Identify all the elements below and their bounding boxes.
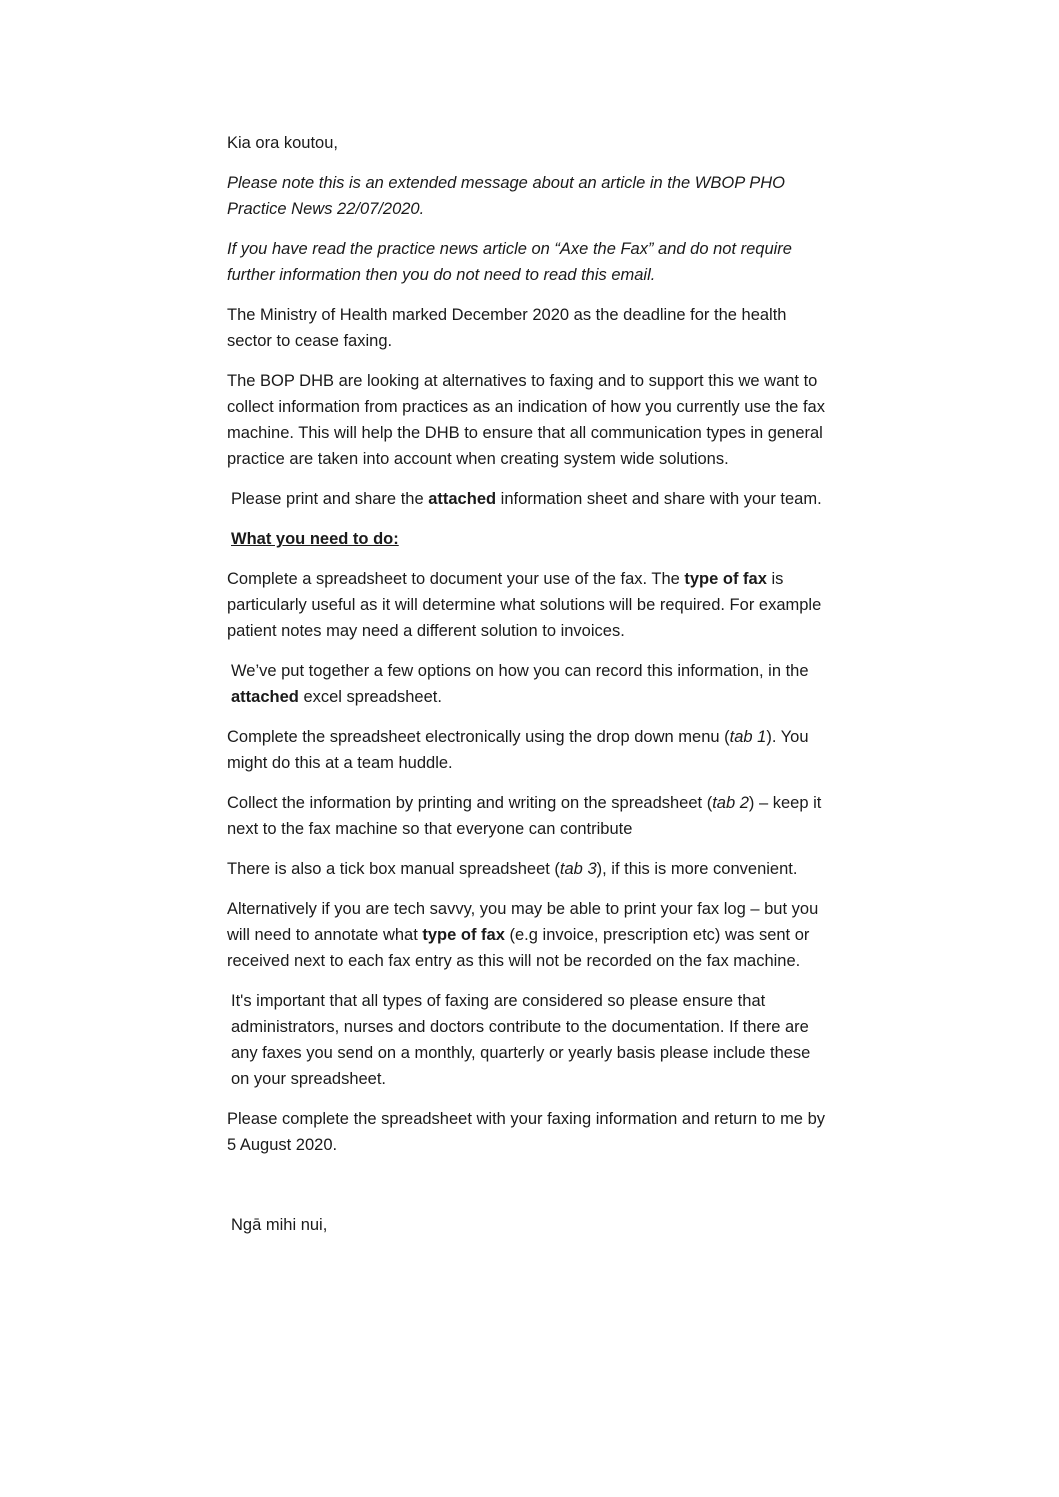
paragraph-return-deadline: Please complete the spreadsheet with your faxing information and return to me by 5 August 2020. bbox=[227, 1110, 825, 1154]
paragraph-alternatively bbox=[227, 896, 827, 974]
section-heading: What you need to do: bbox=[231, 530, 399, 548]
text-segment: ). You might do this at a team huddle. bbox=[227, 728, 809, 772]
text-segment: Alternatively if you are tech savvy, you may be able to print your fax log – but you will need to annotate what bbox=[227, 900, 819, 944]
emphasis-type-of-fax: type of fax bbox=[422, 926, 505, 944]
text-segment: ), if this is more convenient. bbox=[596, 860, 798, 878]
paragraph-tab3 bbox=[227, 856, 827, 882]
emphasis-attached: attached bbox=[428, 490, 497, 508]
text-segment: There is also a tick box manual spreadsheet ( bbox=[227, 860, 560, 878]
emphasis-tab1: tab 1 bbox=[729, 728, 767, 746]
paragraph-options bbox=[227, 658, 827, 710]
paragraph-tab1 bbox=[227, 724, 827, 776]
paragraph-print-share bbox=[227, 486, 827, 512]
emphasis-tab2: tab 2 bbox=[712, 794, 749, 812]
text-segment: Complete the spreadsheet electronically using the drop down menu ( bbox=[227, 728, 730, 746]
text-segment: We’ve put together a few options on how you can record this information, in the bbox=[231, 662, 809, 680]
text-segment: information sheet and share with your team. bbox=[496, 490, 822, 508]
paragraph-important: It's important that all types of faxing are considered so please ensure that administrators, nurses and doctors contribute to the documentation. If there are any faxes you send on a monthly, quarterly or yearly basis please include these on your spreadsheet. bbox=[231, 992, 811, 1088]
note-skip-reading: If you have read the practice news article on “Axe the Fax” and do not require further information then you do not need to read this email. bbox=[227, 240, 792, 284]
paragraph-tab2 bbox=[227, 790, 827, 842]
emphasis-attached: attached bbox=[231, 688, 299, 706]
text-segment: is particularly useful as it will determine what solutions will be required. For example patient notes may need a different solution to invoices. bbox=[227, 570, 822, 640]
text-segment: ) – keep it next to the fax machine so that everyone can contribute bbox=[227, 794, 822, 838]
emphasis-type-of-fax: type of fax bbox=[684, 570, 767, 588]
email-body bbox=[227, 130, 827, 1252]
text-segment: excel spreadsheet. bbox=[298, 688, 442, 706]
text-segment: Complete a spreadsheet to document your use of the fax. The bbox=[227, 570, 685, 588]
paragraph-ministry-deadline: The Ministry of Health marked December 2020 as the deadline for the health sector to cease faxing. bbox=[227, 306, 787, 350]
note-extended-message: Please note this is an extended message about an article in the WBOP PHO Practice News 22/07/2020. bbox=[227, 174, 785, 218]
text-segment: Collect the information by printing and writing on the spreadsheet ( bbox=[227, 794, 713, 812]
text-segment: Please print and share the bbox=[231, 490, 429, 508]
closing-signoff: Ngā mihi nui, bbox=[231, 1216, 328, 1234]
emphasis-tab3: tab 3 bbox=[559, 860, 597, 878]
paragraph-complete-spreadsheet bbox=[227, 566, 827, 644]
paragraph-bop-alternatives: The BOP DHB are looking at alternatives to faxing and to support this we want to collect information from practices as an indication of how you currently use the fax machine. This will help the DHB to ensure that all communication types in general practice are taken into account when creating system wide solutions. bbox=[227, 372, 825, 468]
text-segment: (e.g invoice, prescription etc) was sent or received next to each fax entry as this will not be recorded on the fax machine. bbox=[227, 926, 810, 970]
greeting: Kia ora koutou, bbox=[227, 134, 338, 152]
